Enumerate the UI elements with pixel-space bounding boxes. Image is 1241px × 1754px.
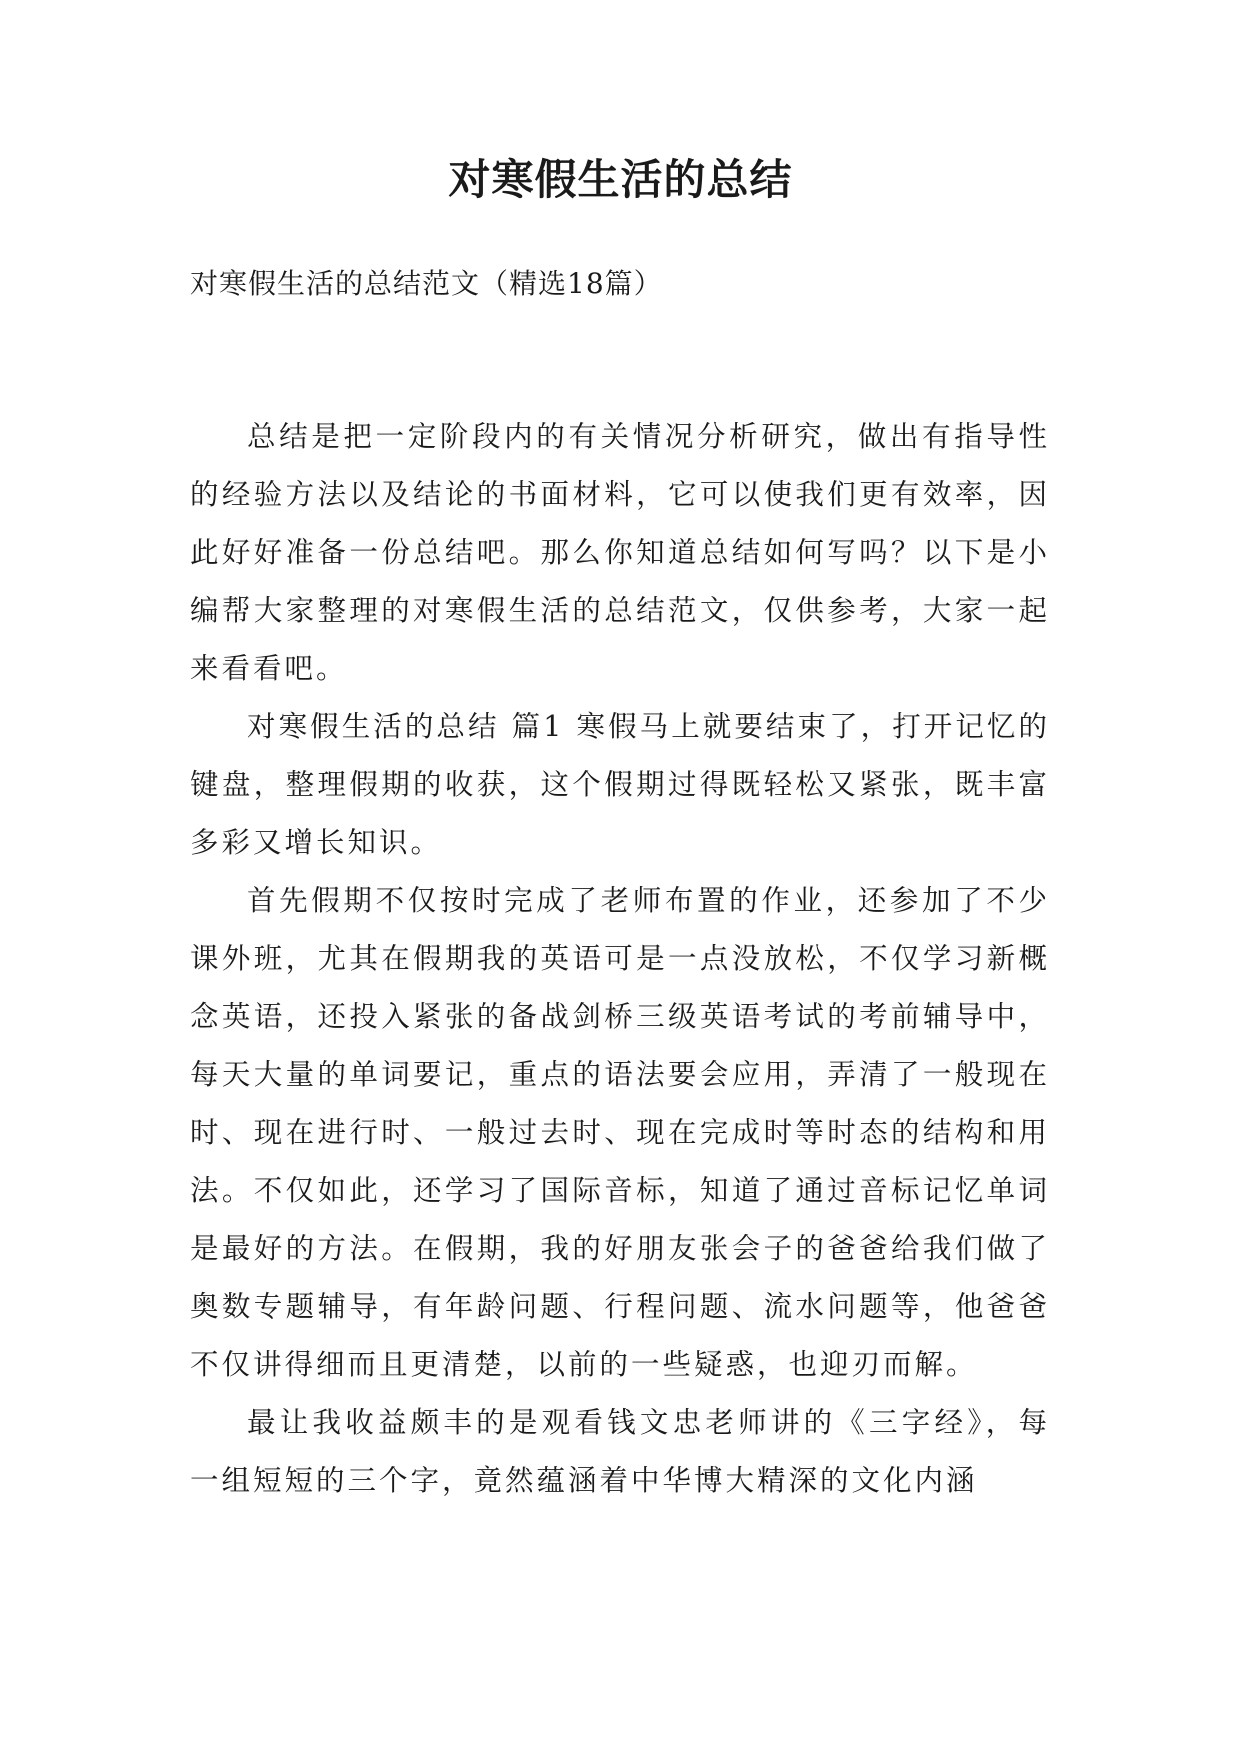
document-body [190, 408, 1050, 1510]
paragraph: 总结是把一定阶段内的有关情况分析研究，做出有指导性的经验方法以及结论的书面材料，它可以使我们更有效率，因此好好准备一份总结吧。那么你知道总结如何写吗？以下是小编帮大家整理的对寒假生活的总结范文，仅供参考，大家一起来看看吧。 [190, 420, 1050, 685]
paragraph: 首先假期不仅按时完成了老师布置的作业，还参加了不少课外班，尤其在假期我的英语可是一点没放松，不仅学习新概念英语，还投入紧张的备战剑桥三级英语考试的考前辅导中，每天大量的单词要记，重点的语法要会应用，弄清了一般现在时、现在进行时、一般过去时、现在完成时等时态的结构和用法。不仅如此，还学习了国际音标，知道了通过音标记忆单词是最好的方法。在假期，我的好朋友张会子的爸爸给我们做了奥数专题辅导，有年龄问题、行程问题、流水问题等，他爸爸不仅讲得细而且更清楚，以前的一些疑惑，也迎刃而解。 [190, 884, 1050, 1381]
document-subtitle: 对寒假生活的总结范文（精选18篇） [190, 267, 663, 300]
paragraph: 对寒假生活的总结 篇1 寒假马上就要结束了，打开记忆的键盘，整理假期的收获，这个假期过得既轻松又紧张，既丰富多彩又增长知识。 [190, 710, 1050, 859]
document-title: 对寒假生活的总结 [448, 155, 793, 204]
paragraph: 最让我收益颇丰的是观看钱文忠老师讲的《三字经》，每一组短短的三个字，竟然蕴涵着中华博大精深的文化内涵 [190, 1406, 1050, 1497]
